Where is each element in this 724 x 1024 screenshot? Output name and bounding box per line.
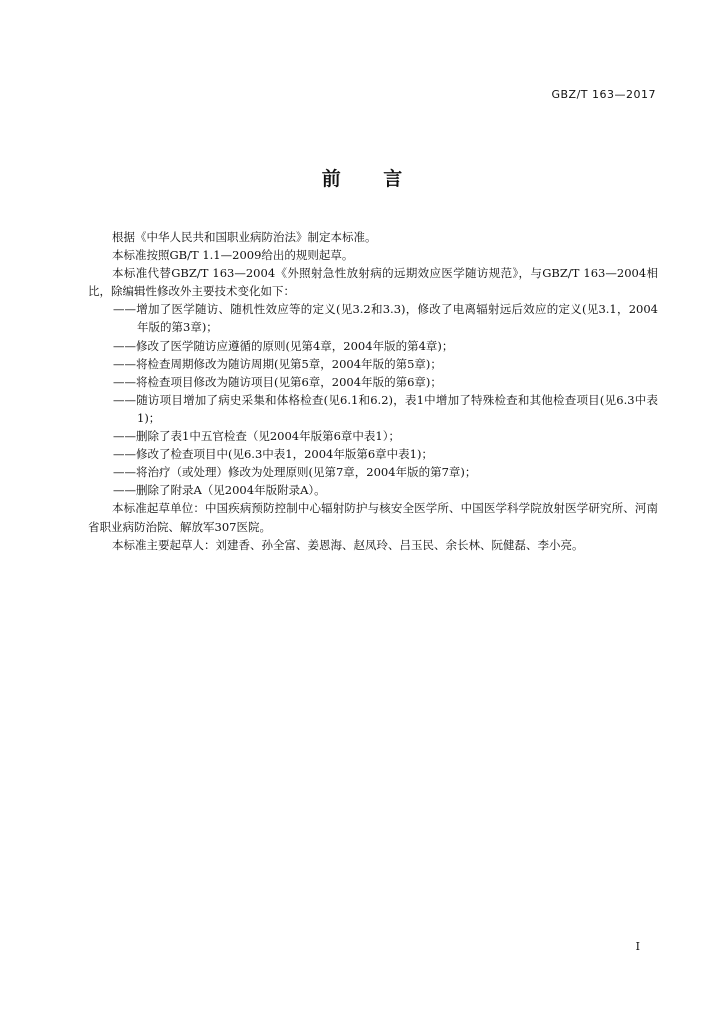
change-item: ——将检查周期修改为随访周期(见第5章，2004年版的第5章)； (113, 356, 442, 371)
paragraph-drafting-units: 本标准起草单位：中国疾病预防控制中心辐射防护与核安全医学所、中国医学科学院放射医学研究所、河南省职业病防治院、解放军307医院。 (88, 501, 658, 534)
foreword-body (88, 228, 658, 554)
page-number: I (635, 940, 640, 953)
change-item: ——删除了表1中五官检查（见2004年版第6章中表1）； (113, 429, 400, 444)
change-item: ——随访项目增加了病史采集和体格检查(见6.1和6.2)，表1中增加了特殊检查和其他检查项目(见6.3中表1)； (113, 392, 658, 425)
change-item: ——增加了医学随访、随机性效应等的定义(见3.2和3.3)，修改了电离辐射远后效应的定义(见3.1，2004年版的第3章)； (113, 302, 658, 335)
paragraph-replacement: 本标准代替GBZ/T 163—2004《外照射急性放射病的远期效应医学随访规范》，与GBZ/T 163—2004相比，除编辑性修改外主要技术变化如下： (88, 266, 658, 299)
change-item: ——将治疗（或处理）修改为处理原则(见第7章，2004年版的第7章)； (113, 465, 477, 480)
change-item: ——删除了附录A（见2004年版附录A）。 (113, 483, 326, 498)
paragraph-drafting-rules: 本标准按照GB/T 1.1—2009给出的规则起草。 (112, 248, 354, 263)
page-title: 前 言 (321, 168, 421, 190)
standard-code: GBZ/T 163—2017 (551, 88, 656, 101)
change-item: ——修改了医学随访应遵循的原则(见第4章，2004年版的第4章)； (113, 338, 454, 353)
paragraph-basis: 根据《中华人民共和国职业病防治法》制定本标准。 (112, 230, 377, 244)
paragraph-drafters: 本标准主要起草人：刘建香、孙全富、姜恩海、赵凤玲、吕玉民、余长林、阮健磊、李小亮。 (112, 537, 584, 552)
change-item: ——将检查项目修改为随访项目(见第6章，2004年版的第6章)； (113, 374, 442, 389)
change-item: ——修改了检查项目中(见6.3中表1，2004年版第6章中表1)； (113, 447, 433, 462)
